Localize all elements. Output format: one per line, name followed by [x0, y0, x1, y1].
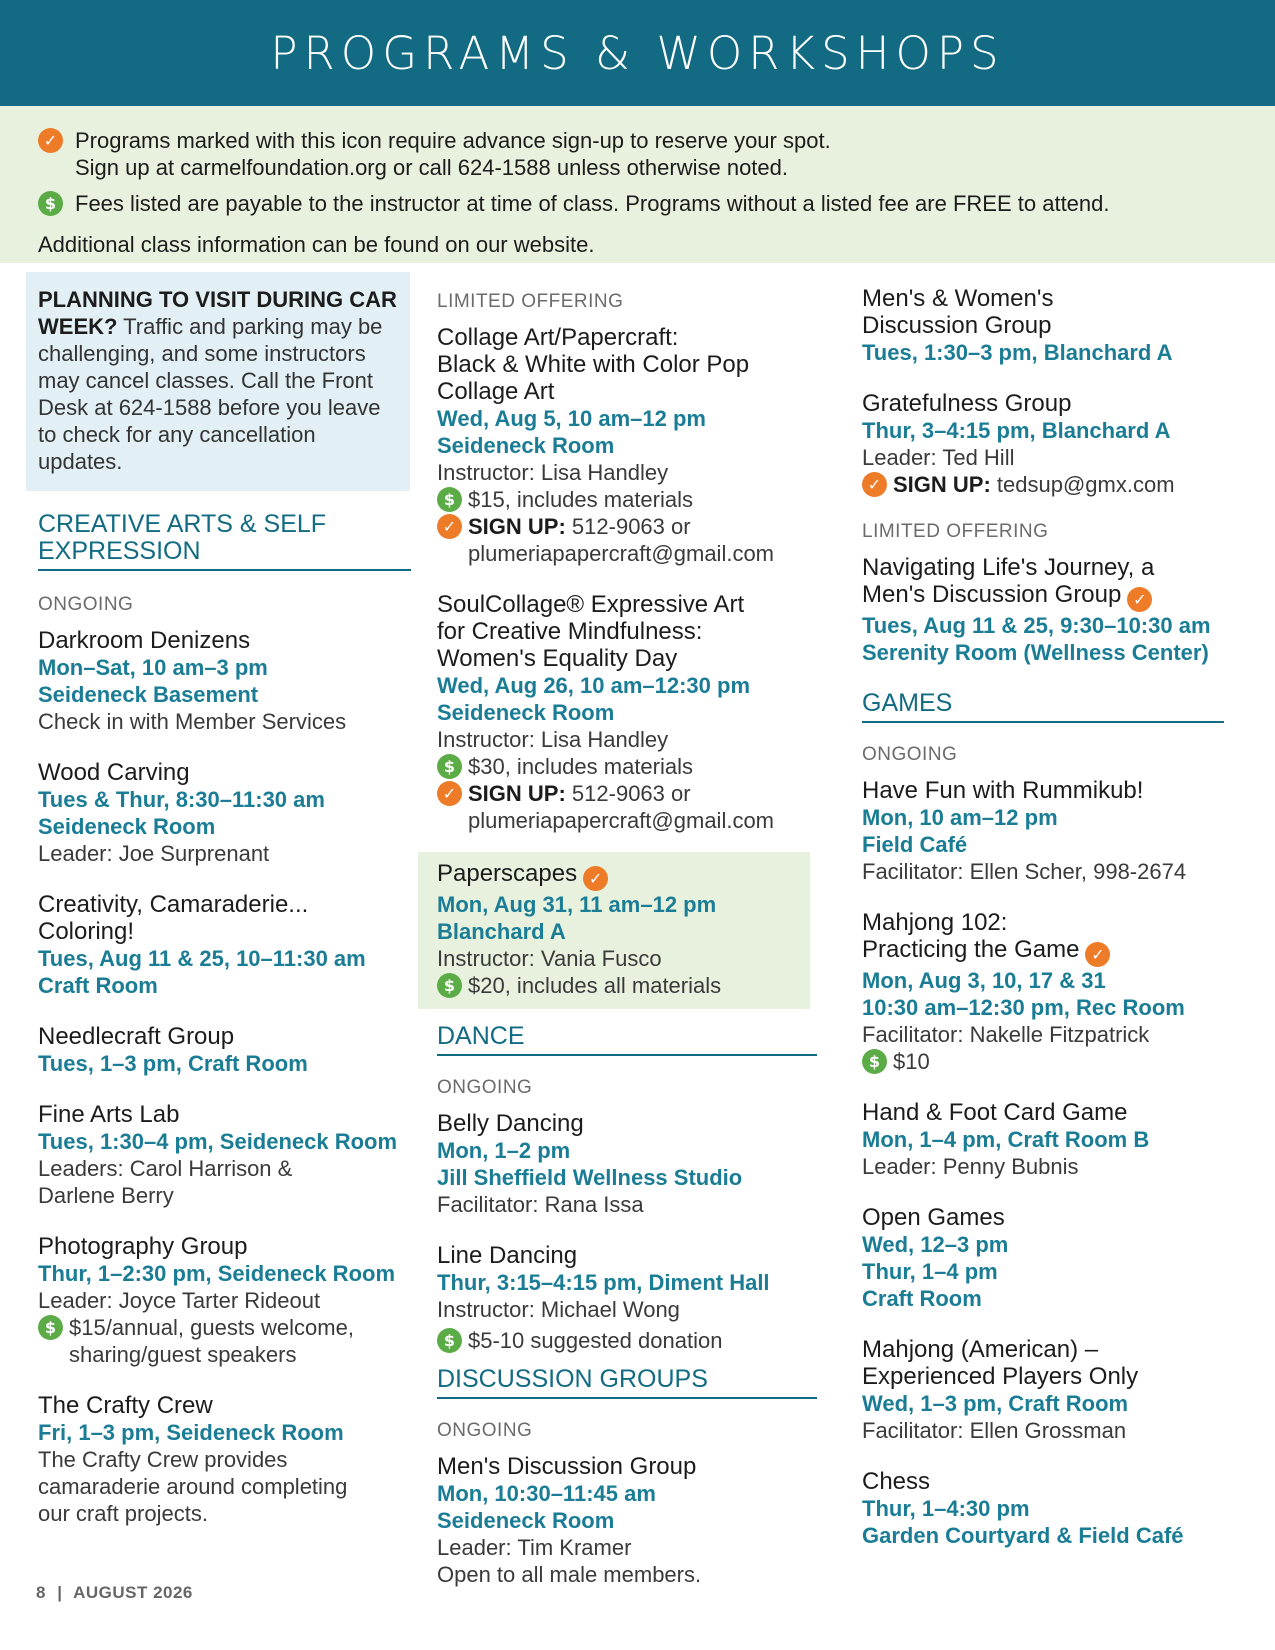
program-time: Tues, Aug 11 & 25, 9:30–10:30 am [862, 613, 1211, 638]
section-games: GAMES [862, 690, 1224, 723]
planning-text: Traffic and parking may be challenging, and some instructors may cancel classes. Call the Front Desk at 624-1588 before you leave to check for any cancellation updates. [38, 314, 383, 474]
program-room: Seideneck Room [38, 814, 216, 839]
program-time: Mon, 1–4 pm, Craft Room B [862, 1127, 1150, 1152]
program-note: The Crafty Crew provides [38, 1447, 288, 1472]
planning-box [26, 272, 410, 491]
program-title: Darkroom Denizens [38, 627, 251, 654]
signup-line [437, 513, 829, 567]
signup-line [437, 780, 829, 834]
program-creativity [38, 891, 410, 999]
fee-line [862, 1048, 1247, 1075]
fee-line [437, 753, 829, 780]
program-time: Wed, Aug 26, 10 am–12:30 pm [437, 673, 751, 698]
issue-date: AUGUST 2026 [73, 1583, 193, 1602]
program-room: Field Café [862, 832, 968, 857]
program-note: Leader: Tim Kramer [437, 1535, 632, 1560]
program-note: Facilitator: Rana Issa [437, 1192, 644, 1217]
signup-label: SIGN UP: [468, 781, 566, 806]
program-time: Wed, 1–3 pm, Craft Room [862, 1391, 1129, 1416]
program-note: Facilitator: Nakelle Fitzpatrick [862, 1022, 1150, 1047]
program-title: Belly Dancing [437, 1110, 584, 1137]
program-time: Thur, 1–4:30 pm [862, 1496, 1030, 1521]
program-time: Wed, 12–3 pm [862, 1232, 1009, 1257]
signup-line1: Programs marked with this icon require advance sign-up to reserve your spot. [75, 128, 831, 153]
program-time: Tues, 1:30–3 pm, Blanchard A [862, 340, 1173, 365]
program-time: Tues, 1:30–4 pm, Seideneck Room [38, 1129, 398, 1154]
section-dance: DANCE [437, 1023, 817, 1056]
column-1 [26, 272, 410, 1527]
program-room: Seideneck Room [437, 700, 615, 725]
program-time: Tues & Thur, 8:30–11:30 am [38, 787, 325, 812]
program-fee: $5-10 suggested donation [468, 1328, 723, 1353]
program-title: Men's Discussion Group [862, 581, 1122, 608]
check-icon: ✓ [1127, 587, 1152, 612]
program-rummikub [862, 777, 1247, 885]
program-instructor: Instructor: Lisa Handley [437, 460, 669, 485]
dollar-icon: $ [862, 1049, 887, 1074]
fee-line [437, 486, 829, 513]
program-title: Gratefulness Group [862, 390, 1072, 417]
program-title: for Creative Mindfulness: [437, 618, 703, 645]
program-fee: $15/annual, guests welcome, [69, 1315, 354, 1340]
program-time: Mon, Aug 3, 10, 17 & 31 [862, 968, 1106, 993]
program-note: Facilitator: Ellen Grossman [862, 1418, 1127, 1443]
dollar-icon: $ [437, 973, 462, 998]
program-title: SoulCollage® Expressive Art [437, 591, 745, 618]
program-title: Experienced Players Only [862, 1363, 1139, 1390]
page-header [0, 0, 1275, 106]
fee-line [437, 1327, 829, 1354]
program-title: Discussion Group [862, 312, 1052, 339]
fee-line [38, 1314, 410, 1368]
signup-email[interactable]: tedsup@gmx.com [996, 472, 1175, 497]
program-title: Mahjong (American) – [862, 1336, 1099, 1363]
check-icon: ✓ [437, 781, 462, 806]
program-darkroom [38, 627, 410, 735]
page-number: 8 [36, 1583, 46, 1602]
ongoing-label: ONGOING [38, 594, 134, 615]
program-instructor: Instructor: Lisa Handley [437, 727, 669, 752]
dollar-icon: $ [437, 1328, 462, 1353]
program-crafty-crew [38, 1392, 410, 1527]
program-title: Practicing the Game [862, 936, 1080, 963]
signup-email[interactable]: plumeriapapercraft@gmail.com [468, 808, 775, 833]
additional-info: Additional class information can be found on our website. [38, 232, 595, 257]
program-time: Wed, Aug 5, 10 am–12 pm [437, 406, 706, 431]
program-time: Tues, Aug 11 & 25, 10–11:30 am [38, 946, 366, 971]
program-note: camaraderie around completing [38, 1474, 348, 1499]
column-2 [437, 272, 829, 1588]
program-wood-carving [38, 759, 410, 867]
signup-label: SIGN UP: [893, 472, 991, 497]
program-title: Creativity, Camaraderie... [38, 891, 309, 918]
program-title: Men's & Women's [862, 285, 1054, 312]
program-title: Wood Carving [38, 759, 190, 786]
section-discussion-groups: DISCUSSION GROUPS [437, 1366, 817, 1399]
signup-email[interactable]: plumeriapapercraft@gmail.com [468, 541, 775, 566]
program-note: Open to all male members. [437, 1562, 702, 1587]
program-time: Thur, 3:15–4:15 pm, Diment Hall [437, 1270, 770, 1295]
dollar-icon: $ [38, 1315, 63, 1340]
program-soulcollage [437, 591, 829, 834]
program-line-dancing [437, 1242, 829, 1354]
program-chess [862, 1468, 1247, 1549]
program-needlecraft [38, 1023, 410, 1077]
program-note: Leader: Joyce Tarter Rideout [38, 1288, 321, 1313]
signup-line [862, 471, 1247, 498]
program-room: Craft Room [38, 973, 158, 998]
program-fee: sharing/guest speakers [69, 1342, 297, 1367]
program-note: Leader: Ted Hill [862, 445, 1015, 470]
fee-line [437, 972, 791, 999]
program-fee: $20, includes all materials [468, 973, 722, 998]
dollar-icon: $ [437, 754, 462, 779]
fees-line: Fees listed are payable to the instructor at time of class. Programs without a listed fee are FREE to attend. [75, 191, 1110, 216]
program-title: Line Dancing [437, 1242, 578, 1269]
program-note: Leaders: Carol Harrison & [38, 1156, 293, 1181]
program-room: Jill Sheffield Wellness Studio [437, 1165, 743, 1190]
program-time: Tues, 1–3 pm, Craft Room [38, 1051, 308, 1076]
program-room: Serenity Room (Wellness Center) [862, 640, 1209, 665]
check-icon: ✓ [1085, 942, 1110, 967]
program-belly-dancing [437, 1110, 829, 1218]
program-note: Facilitator: Ellen Scher, 998-2674 [862, 859, 1187, 884]
planning-heading: PLANNING TO VISIT DURING CAR WEEK? [38, 287, 397, 339]
limited-offering-label: LIMITED OFFERING [437, 291, 624, 312]
program-room: Seideneck Room [437, 1508, 615, 1533]
program-title: The Crafty Crew [38, 1392, 213, 1419]
fees-note [38, 190, 1237, 217]
program-mahjong-american [862, 1336, 1247, 1444]
program-title: Photography Group [38, 1233, 248, 1260]
program-room: Seideneck Room [437, 433, 615, 458]
program-title: Men's Discussion Group [437, 1453, 697, 1480]
check-icon: ✓ [38, 128, 63, 153]
program-instructor: Instructor: Vania Fusco [437, 946, 662, 971]
program-title: Collage Art/Papercraft: [437, 324, 679, 351]
program-fee: $10 [893, 1049, 930, 1074]
program-room: Seideneck Basement [38, 682, 259, 707]
program-paperscapes [418, 852, 810, 1009]
signup-phone: 512-9063 or [571, 781, 691, 806]
section-creative-arts: CREATIVE ARTS & SELF EXPRESSION [38, 511, 411, 571]
program-time: Mon, 10:30–11:45 am [437, 1481, 656, 1506]
program-mens-womens-discussion [862, 285, 1247, 366]
program-mahjong-102 [862, 909, 1247, 1075]
program-title: Fine Arts Lab [38, 1101, 180, 1128]
program-gratefulness [862, 390, 1247, 498]
signup-phone: 512-9063 or [571, 514, 691, 539]
program-time: Thur, 3–4:15 pm, Blanchard A [862, 418, 1171, 443]
program-note: our craft projects. [38, 1501, 208, 1526]
signup-label: SIGN UP: [468, 514, 566, 539]
program-title: Chess [862, 1468, 931, 1495]
program-time: Mon, Aug 31, 11 am–12 pm [437, 892, 717, 917]
program-time: 10:30 am–12:30 pm, Rec Room [862, 995, 1185, 1020]
program-note: Instructor: Michael Wong [437, 1297, 680, 1322]
program-mens-discussion [437, 1453, 829, 1588]
program-title: Mahjong 102: [862, 909, 1008, 936]
program-room: Craft Room [862, 1286, 982, 1311]
program-title: Collage Art [437, 378, 555, 405]
program-title: Open Games [862, 1204, 1005, 1231]
program-title: Hand & Foot Card Game [862, 1099, 1128, 1126]
program-collage [437, 324, 829, 567]
program-title: Black & White with Color Pop [437, 351, 750, 378]
program-fine-arts [38, 1101, 410, 1209]
dollar-icon: $ [38, 191, 63, 216]
signup-note [38, 127, 1237, 181]
program-title: Women's Equality Day [437, 645, 678, 672]
program-title: Navigating Life's Journey, a [862, 554, 1155, 581]
program-photography [38, 1233, 410, 1368]
program-time: Thur, 1–2:30 pm, Seideneck Room [38, 1261, 396, 1286]
column-3 [862, 272, 1247, 1549]
program-title: Needlecraft Group [38, 1023, 235, 1050]
check-icon: ✓ [437, 514, 462, 539]
program-title: Have Fun with Rummikub! [862, 777, 1144, 804]
program-note: Darlene Berry [38, 1183, 174, 1208]
program-time: Mon, 1–2 pm [437, 1138, 571, 1163]
footer-separator: | [57, 1583, 63, 1602]
program-time: Fri, 1–3 pm, Seideneck Room [38, 1420, 344, 1445]
limited-offering-label: LIMITED OFFERING [862, 521, 1049, 542]
program-room: Garden Courtyard & Field Café [862, 1523, 1184, 1548]
program-open-games [862, 1204, 1247, 1312]
program-time: Mon–Sat, 10 am–3 pm [38, 655, 268, 680]
program-room: Blanchard A [437, 919, 566, 944]
program-note: Leader: Joe Surprenant [38, 841, 270, 866]
ongoing-label: ONGOING [437, 1077, 533, 1098]
program-title: Paperscapes [437, 860, 578, 887]
check-icon: ✓ [583, 866, 608, 891]
program-hand-foot [862, 1099, 1247, 1180]
program-note: Check in with Member Services [38, 709, 347, 734]
program-time: Thur, 1–4 pm [862, 1259, 998, 1284]
page-title: PROGRAMS & WORKSHOPS [270, 26, 1005, 80]
program-title: Coloring! [38, 918, 135, 945]
program-note: Leader: Penny Bubnis [862, 1154, 1079, 1179]
program-navigating-journey [862, 554, 1247, 666]
page-footer [36, 1583, 193, 1603]
program-fee: $30, includes materials [468, 754, 694, 779]
check-icon: ✓ [862, 472, 887, 497]
ongoing-label: ONGOING [862, 744, 958, 765]
program-fee: $15, includes materials [468, 487, 694, 512]
signup-line2: Sign up at carmelfoundation.org or call 624-1588 unless otherwise noted. [75, 155, 789, 180]
program-time: Mon, 10 am–12 pm [862, 805, 1058, 830]
ongoing-label: ONGOING [437, 1420, 533, 1441]
dollar-icon: $ [437, 487, 462, 512]
info-notice [0, 106, 1275, 263]
